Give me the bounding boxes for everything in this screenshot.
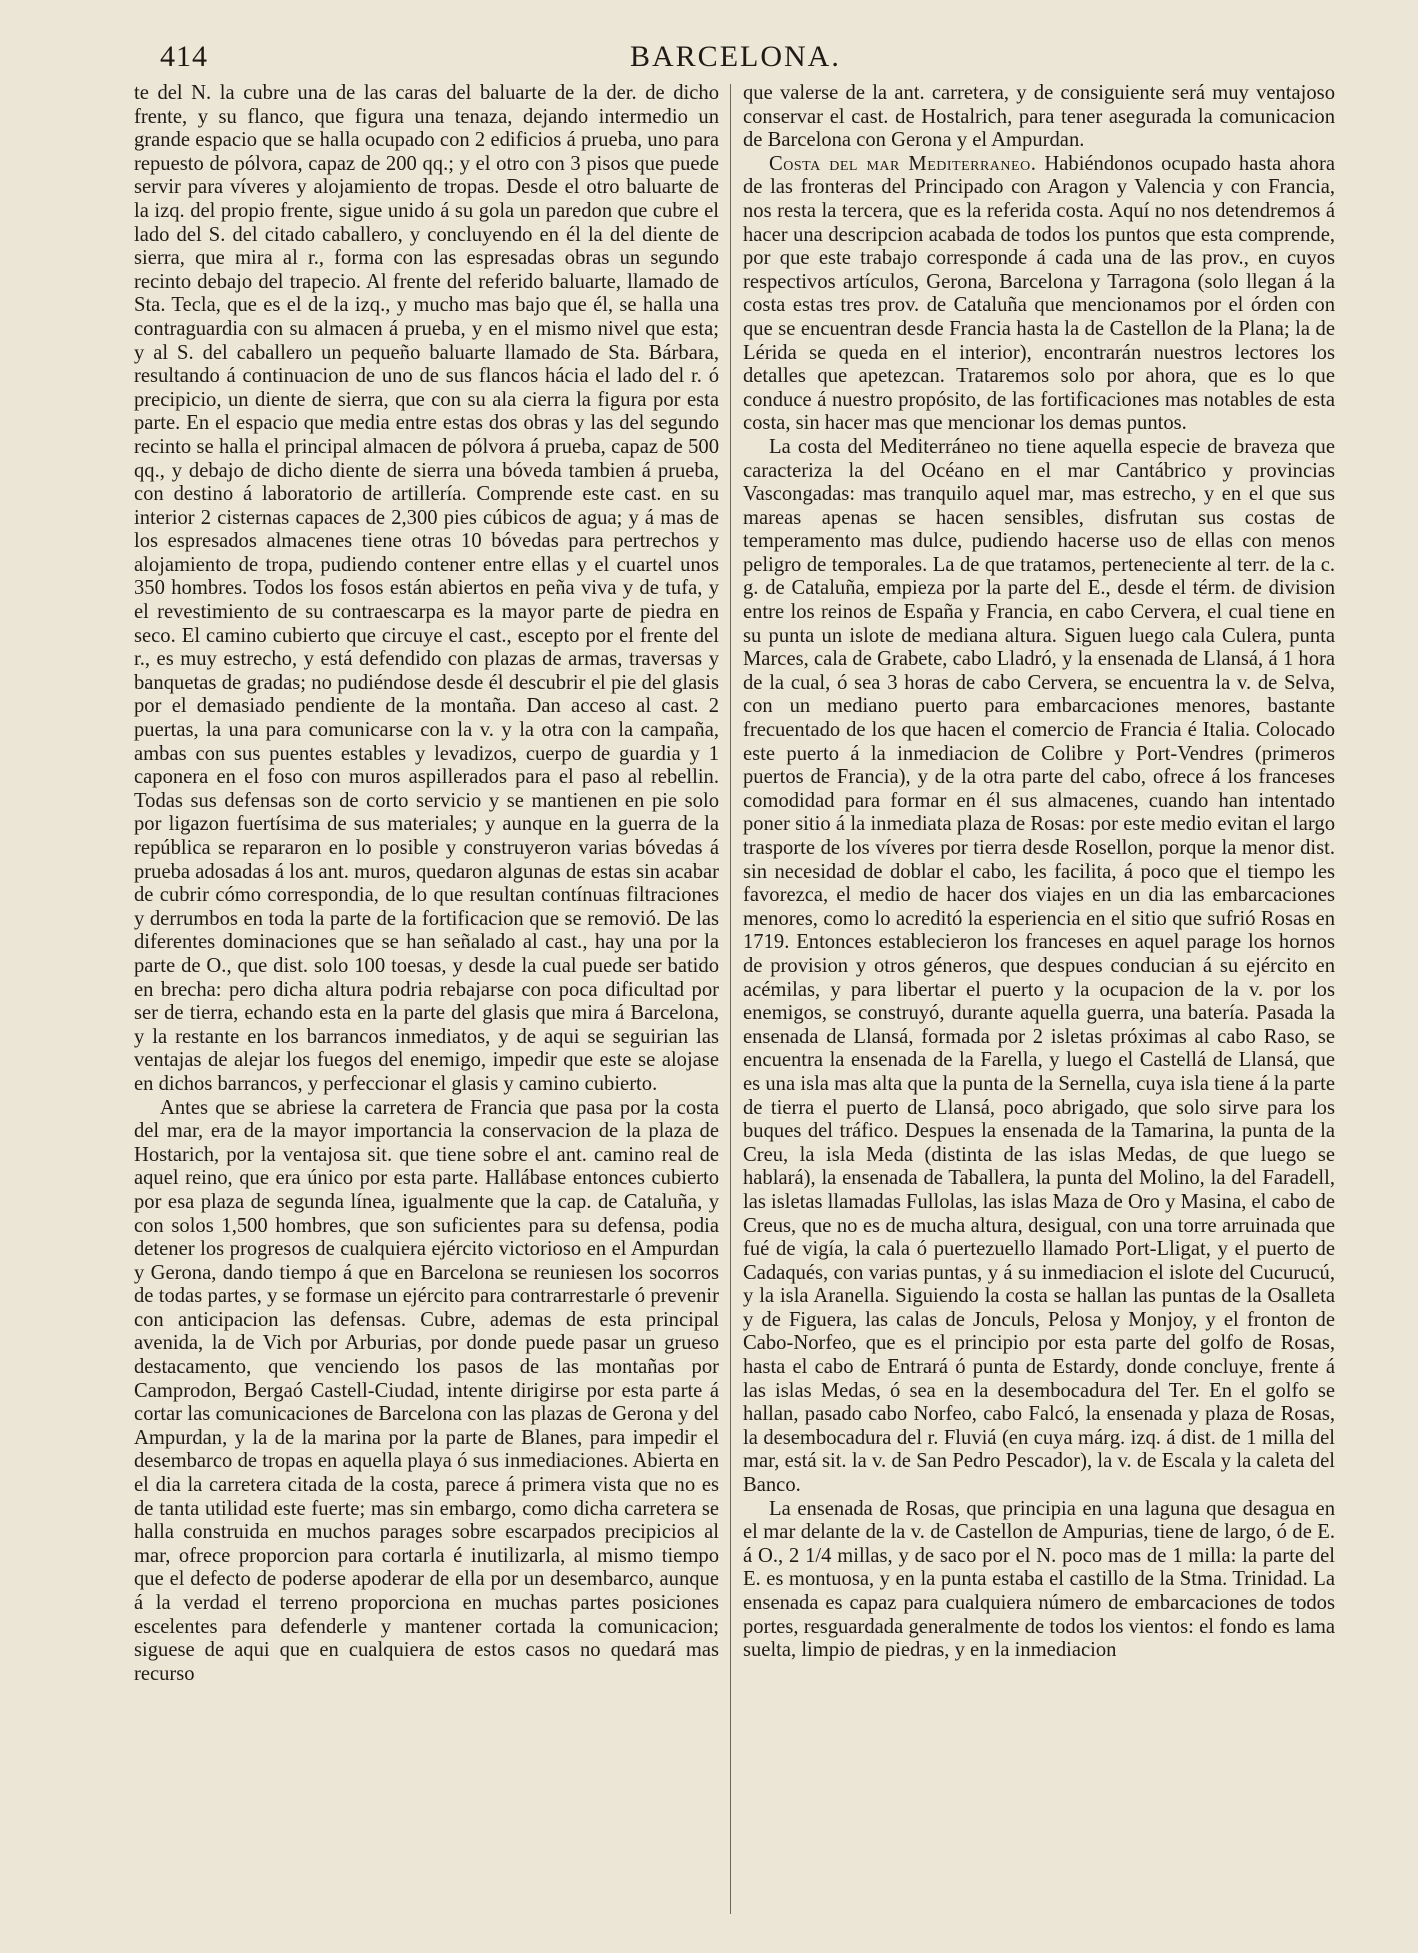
paragraph-rosas-bay: La ensenada de Rosas, que principia en una laguna que desagua en el mar delante de la v. de Castellon de Ampurias, tiene de largo, ó de E. á O., 2 1/4 millas, y de saco por el N. poco mas de 1 milla: la parte del E. es montuosa, y en la punta estaba el castillo de la Stma. Trinidad. La ensenada es capaz para cualquiera número de embarcaciones de todos portes, resguardada generalmente de todos los vientos: el fondo es lama suelta, limpio de piedras, y en la inmediacion [743, 1497, 1335, 1662]
paragraph-mediterranean-coast: La costa del Mediterráneo no tiene aquella especie de braveza que caracteriza la del Océano en el mar Cantábrico y provincias Vascongadas: mas tranquilo aquel mar, mas estrecho, y en el que sus mareas apenas se hacen sensibles, disfrutan sus costas de temperamento mas dulce, pudiendo hacerse uso de ellas con menos peligro de temporales. La de que tratamos, perteneciente al terr. de la c. g. de Cataluña, empieza por la parte del E., desde el térm. de division entre los reinos de España y Francia, en cabo Cervera, el cual tiene en su punta un islote de mediana altura. Siguen luego cala Culera, punta Marces, cala de Grabete, cabo Lladró, y la ensenada de Llansá, á 1 hora de la cual, ó sea 3 horas de cabo Cervera, se encuentra la v. de Selva, con un mediano puerto para embarcaciones menores, bastante frecuentado de los que hacen el comercio de Francia é Italia. Colocado este puerto á la inmediacion de Colibre y Port-Vendres (primeros puertos de Francia), y de la otra parte del cabo, ofrece á los franceses comodidad para formar en él sus almacenes, cuando han intentado poner sitio á la inmediata plaza de Rosas: por este medio evitan el largo trasporte de los víveres por tierra desde Rosellon, porque la menor dist. sin necesidad de doblar el cabo, les facilita, á poco que el tiempo les favorezca, el medio de hacer dos viajes en un dia las embarcaciones menores, como lo acreditó la esperiencia en el sitio que sufrió Rosas en 1719. Entonces establecieron los franceses en aquel parage los hornos de provision y otros géneros, que despues conducian á su ejército en acémilas, y para libertar el puerto y la ocupacion de la v. por los enemigos, se construyó, durante aquella guerra, una batería. Pasada la ensenada de Llansá, formada por 2 isletas próximas al cabo Raso, se encuentra la ensenada de la Farella, y luego el Castellá de Llansá, que es una isla mas alta que la punta de la Sernella, cuya isla tiene á la parte de tierra el puerto de Llansá, poco abrigado, que solo sirve para los buques del tráfico. Despues la ensenada de la Tamarina, la punta de la Creu, la isla Meda (distinta de las islas Medas, de que luego se hablará), la ensenada de Taballera, la punta del Molino, la del Faradell, las isletas llamadas Fullolas, las islas Maza de Oro y Masina, el cabo de Creus, que no es de mucha altura, desigual, con una torre arruinada que fué de vigía, la cala ó puertezuello llamado Port-Lligat, y el puerto de Cadaqués, con varias puntas, y á su inmediacion el islote del Cucurucú, y la isla Aranella. Siguiendo la costa se hallan las puntas de la Osalleta y de Figuera, las calas de Jonculs, Pelosa y Monjoy, y el fronton de Cabo-Norfeo, que es el principio por esta parte del golfo de Rosas, hasta el cabo de Entrará ó punta de Estardy, donde concluye, frente á las islas Medas, ó sea en la desembocadura del Ter. En el golfo se hallan, pasado cabo Norfeo, cabo Falcó, la ensenada y plaza de Rosas, la desembocadura del r. Fluviá (en cuya márg. izq. á dist. de 1 milla del mar, está sit. la v. de San Pedro Pescador), la v. de Escala y la caleta del Banco. [743, 435, 1335, 1497]
paragraph-coast-intro-text: Habiéndonos ocupado hasta ahora de las fronteras del Principado con Aragon y Valencia y con Francia, nos resta la tercera, que es la referida costa. Aquí no nos detendremos á hacer una descripcion acabada de todos los puntos que esta comprende, por que este trabajo corresponde á cada una de las prov., en cuyos respectivos artículos, Gerona, Barcelona y Tarragona (solo llegan á la costa estas tres prov. de Cataluña que mencionamos por el órden con que se encuentran desde Francia hasta la de Castellon de la Plana; la de Lérida se queda en el interior), encontrarán nuestros lectores los detalles que apetezcan. Trataremos solo por ahora, que es lo que conduce á nuestro propósito, de las fortificaciones mas notables de esta costa, sin hacer mas que mencionar los demas puntos. [743, 152, 1335, 435]
page-number: 414 [160, 40, 208, 73]
left-column [134, 82, 719, 1686]
paragraph-hostalrich: Antes que se abriese la carretera de Francia que pasa por la costa del mar, era de la mayor importancia la conservacion de la plaza de Hostarich, por la ventajosa sit. que tiene sobre el ant. camino real de aquel reino, que era único por esta parte. Hallábase entonces cubierto por esa plaza de segunda línea, igualmente que la cap. de Cataluña, y con solos 1,500 hombres, que son suficientes para su defensa, podia detener los progresos de cualquiera ejército victorioso en el Ampurdan y Gerona, dando tiempo á que en Barcelona se reuniesen los socorros de todas partes, y se formase un ejército para contrarrestarle ó prevenir con anticipacion las defensas. Cubre, ademas de esta principal avenida, la de Vich por Arburias, por donde puede pasar un grueso destacamento, que venciendo los pasos de las montañas por Camprodon, Bergaó Castell-Ciudad, intente dirigirse por esta parte á cortar las comunicaciones de Barcelona con las plazas de Gerona y del Ampurdan, y la de la marina por la parte de Blanes, para impedir el desembarco de tropas en aquella playa ó sus inmediaciones. Abierta en el dia la carretera citada de la costa, parece á primera vista que no es de tanta utilidad este fuerte; mas sin embargo, como dicha carretera se halla construida en muchos parages sobre escarpados precipicios al mar, ofrece proporcion para cortarla é inutilizarla, al mismo tiempo que el defecto de poderse apoderar de ella por un desembarco, aunque á la verdad el terreno proporciona en muchas partes posiciones escelentes para defenderle y mantener cortada la comunicacion; siguese de aqui que en cualquiera de estos casos no quedará mas recurso [134, 1096, 719, 1685]
paragraph-continuation: que valerse de la ant. carretera, y de consiguiente será muy ventajoso conservar el cast. de Hostalrich, para tener asegurada la comunicacion de Barcelona con Gerona y el Ampurdan. [743, 82, 1335, 152]
right-column [743, 82, 1335, 1663]
paragraph-coast-intro [743, 153, 1335, 436]
running-head: BARCELONA. [630, 40, 841, 73]
column-divider [730, 84, 731, 1914]
section-heading: Costa del mar Mediterraneo. [769, 152, 1037, 175]
paragraph-castle-description: te del N. la cubre una de las caras del baluarte de la der. de dicho frente, y su flanco, que figura una tenaza, dejando intermedio un grande espacio que se halla ocupado con 2 edificios á prueba, uno para repuesto de pólvora, capaz de 200 qq.; y el otro con 3 pisos que puede servir para víveres y alojamiento de tropas. Desde el otro baluarte de la izq. del propio frente, sigue unido á su gola un paredon que cubre el lado del S. del citado caballero, y concluyendo en él la del diente de sierra, que mira al r., forma con las espresadas obras un segundo recinto debajo del trapecio. Al frente del referido baluarte, llamado de Sta. Tecla, que es el de la izq., y mucho mas bajo que él, se halla una contraguardia con su almacen á prueba, y en el mismo nivel que esta; y al S. del caballero un pequeño baluarte llamado de Sta. Bárbara, resultando á continuacion de uno de sus flancos hácia el lado del r. ó precipicio, un diente de sierra, que con su ala cierra la figura por esta parte. En el espacio que media entre estas dos obras y las del segundo recinto se halla el principal almacen de pólvora á prueba, capaz de 500 qq., y debajo de dicho diente de sierra una bóveda tambien á prueba, con destino á laboratorio de artillería. Comprende este cast. en su interior 2 cisternas capaces de 2,300 pies cúbicos de agua; y á mas de los espresados almacenes tiene otras 10 bóvedas para pertrechos y alojamiento de tropa, pudiendo contener entre ellas y el cuartel unos 350 hombres. Todos los fosos están abiertos en peña viva y de tufa, y el revestimiento de su contraescarpa es la mayor parte de piedra en seco. El camino cubierto que circuye el cast., escepto por el frente del r., es muy estrecho, y está defendido con plazas de armas, traversas y banquetas de gradas; no pudiéndose desde él descubrir el pie del glasis por el demasiado pendiente de la montaña. Dan acceso al cast. 2 puertas, la una para comunicarse con la v. y la otra con la campaña, ambas con sus puentes estables y levadizos, cuerpo de guardia y 1 caponera en el foso con muros aspillerados para el paso al rebellin. Todas sus defensas son de corto servicio y se mantienen en pie solo por ligazon fuertísima de sus materiales; y aunque en la guerra de la república se repararon en lo posible y construyeron varias bóvedas á prueba adosadas á los ant. muros, quedaron algunas de estas sin acabar de cubrir cómo correspondia, de lo que resultan contínuas filtraciones y derrumbos en toda la parte de la fortificacion que se removió. De las diferentes dominaciones que se han señalado al cast., hay una por la parte de O., que dist. solo 100 toesas, y desde la cual puede ser batido en brecha: pero dicha altura podria rebajarse con poca dificultad por ser de tierra, echando esta en la parte del glasis que mira á Barcelona, y la restante en los barrancos inmediatos, y de aqui se seguirian las ventajas de alejar los fuegos del enemigo, impedir que este se alojase en dichos barrancos, y perfeccionar el glasis y camino cubierto. [134, 82, 719, 1095]
